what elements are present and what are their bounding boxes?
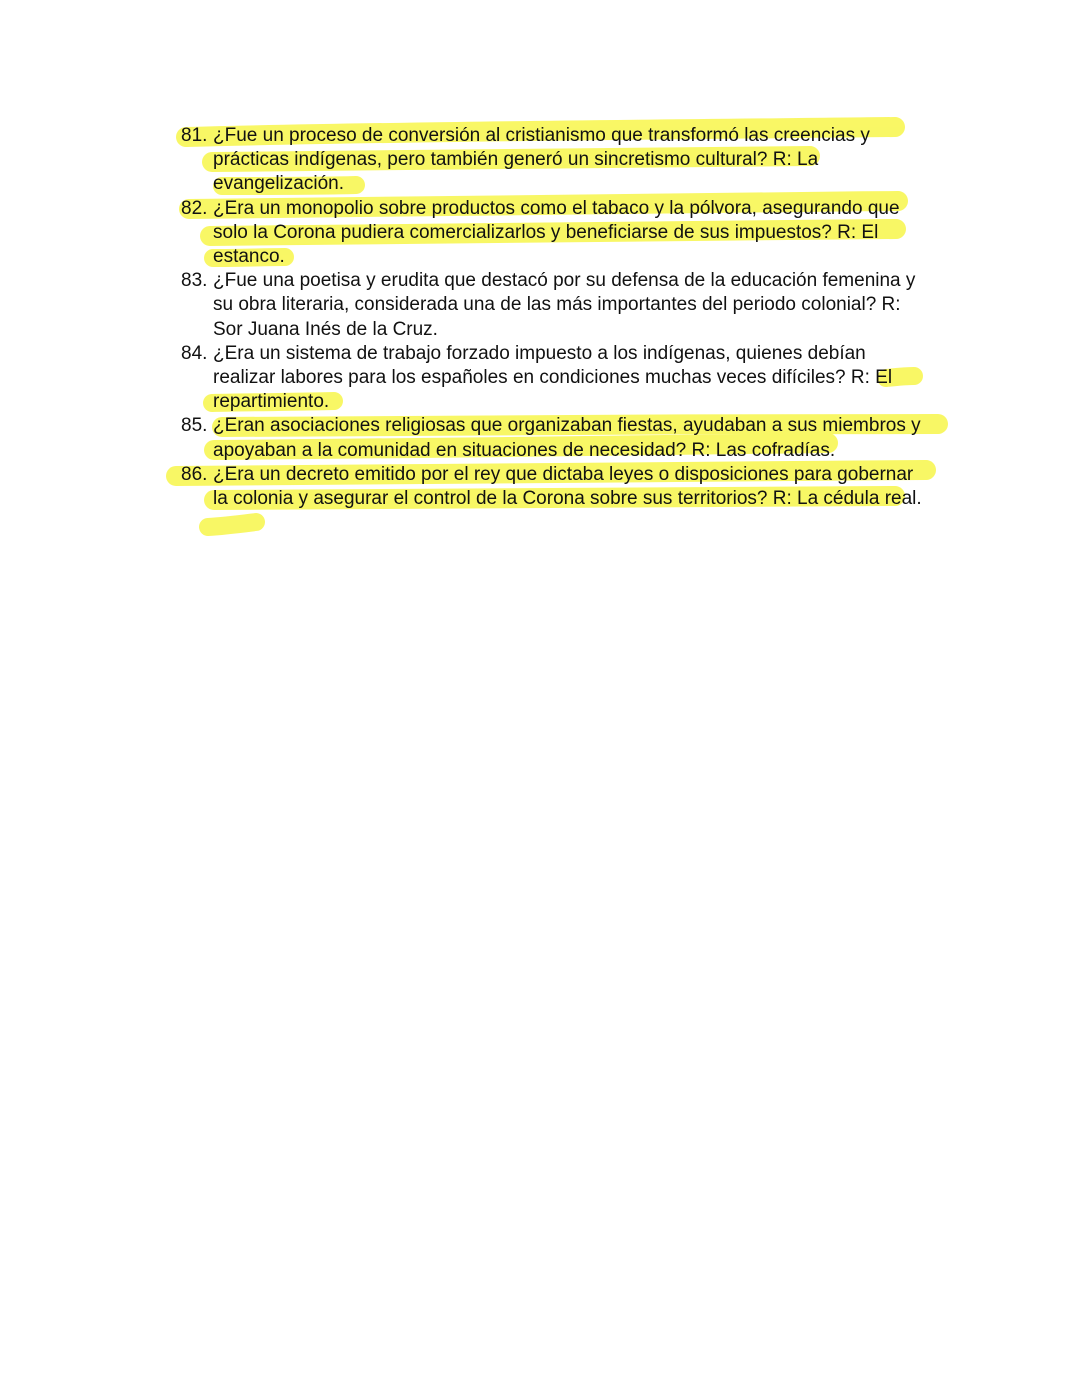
question-text: ¿Era un decreto emitido por el rey que dictaba leyes o disposiciones para gobernar la colonia y asegurar el control de la Corona sobre sus territorios? R: La cédula real. [213,463,922,510]
question-item-82 [181,197,941,270]
question-number: 84. [181,342,208,364]
question-text: ¿Fue un proceso de conversión al cristianismo que transformó las creencias y prácticas indígenas, pero también generó un sincretismo cultural? R: La evangelización. [213,125,870,195]
question-item-81 [181,124,941,197]
highlight-mark [208,522,256,527]
question-number: 82. [181,197,208,219]
question-number: 85. [181,415,208,437]
question-item-85 [181,414,941,462]
question-number: 83. [181,270,208,292]
question-number: 86. [181,463,208,485]
question-list [181,124,941,511]
question-number: 81. [181,125,208,146]
question-text: ¿Era un monopolio sobre productos como el tabaco y la pólvora, asegurando que solo la Corona pudiera comercializarlos y beneficiarse de sus impuestos? R: El estanco. [213,197,900,268]
question-text: ¿Eran asociaciones religiosas que organizaban fiestas, ayudaban a sus miembros y apoyaban a la comunidad en situaciones de necesidad? R: Las cofradías. [213,415,921,461]
question-item-86 [181,463,941,511]
question-item-83 [181,269,941,342]
question-text: ¿Fue una poetisa y erudita que destacó por su defensa de la educación femenina y su obra literaria, considerada una de las más importantes del periodo colonial? R: Sor Juana Inés de la Cruz. [213,270,916,340]
question-item-84 [181,342,941,415]
question-text: ¿Era un sistema de trabajo forzado impuesto a los indígenas, quienes debían realizar labores para los españoles en condiciones muchas veces difíciles? R: El repartimiento. [213,342,893,413]
